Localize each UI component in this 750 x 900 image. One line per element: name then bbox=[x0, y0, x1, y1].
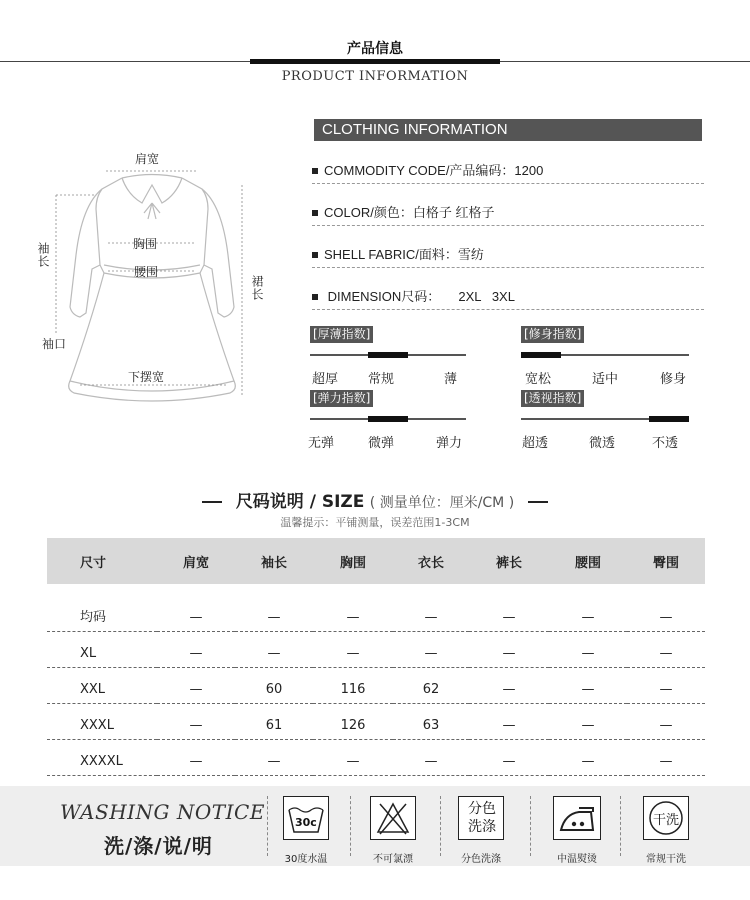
waist-label: 腰围 bbox=[134, 265, 159, 279]
value-cell: 63 bbox=[393, 703, 469, 739]
value-cell: — bbox=[393, 631, 469, 667]
washing-divider bbox=[440, 796, 441, 856]
index-marker bbox=[521, 352, 561, 358]
fit-index bbox=[521, 326, 687, 396]
value-cell: — bbox=[157, 703, 235, 739]
info-row-fabric bbox=[312, 246, 704, 268]
size-cell: XXXXL bbox=[47, 739, 157, 775]
size-cell: XXXL bbox=[47, 703, 157, 739]
elasticity-index bbox=[310, 390, 470, 460]
value-cell: — bbox=[235, 739, 313, 775]
info-row-dimension bbox=[312, 288, 704, 310]
value-cell: — bbox=[627, 584, 705, 631]
washing-divider bbox=[530, 796, 531, 856]
dry-clean-icon bbox=[643, 796, 689, 840]
value-cell: — bbox=[549, 703, 627, 739]
header-cell: 尺寸 bbox=[47, 538, 157, 584]
info-text-fabric: SHELL FABRIC/面料：雪纺 bbox=[324, 247, 484, 262]
info-text-dimension: DIMENSION尺码： 2XL 3XL bbox=[324, 289, 515, 304]
index-label-low: 超透 bbox=[522, 436, 549, 451]
size-cell: XL bbox=[47, 631, 157, 667]
value-cell: — bbox=[627, 739, 705, 775]
value-cell: 62 bbox=[393, 667, 469, 703]
value-cell: — bbox=[313, 584, 393, 631]
value-cell: — bbox=[627, 667, 705, 703]
index-tag: [修身指数] bbox=[521, 326, 584, 343]
separate-wash-text: 分色洗涤 bbox=[468, 801, 496, 835]
table-row bbox=[47, 631, 705, 667]
separate-wash-label: 分色洗涤 bbox=[461, 854, 501, 865]
value-cell: — bbox=[469, 631, 549, 667]
bullet-icon bbox=[312, 168, 318, 174]
value-cell: — bbox=[235, 584, 313, 631]
table-row bbox=[47, 703, 705, 739]
value-cell: — bbox=[627, 703, 705, 739]
index-marker bbox=[368, 352, 408, 358]
bullet-icon bbox=[312, 294, 318, 300]
bullet-icon bbox=[312, 252, 318, 258]
no-bleach-label: 不可氯漂 bbox=[373, 854, 413, 865]
index-label-low: 超厚 bbox=[312, 372, 339, 387]
shoulder-label: 肩宽 bbox=[135, 152, 160, 166]
index-tag: [弹力指数] bbox=[310, 390, 373, 407]
size-cell: 均码 bbox=[47, 584, 157, 631]
title-dash bbox=[202, 501, 222, 503]
cuff-label: 袖口 bbox=[42, 337, 67, 351]
index-label-high: 修身 bbox=[660, 372, 687, 387]
iron-medium-icon bbox=[553, 796, 601, 840]
value-cell: — bbox=[549, 667, 627, 703]
skirt-length-label: 裙长 bbox=[250, 275, 264, 301]
washing-divider bbox=[620, 796, 621, 856]
header-cell: 腰围 bbox=[549, 538, 627, 584]
index-marker bbox=[649, 416, 689, 422]
header-cell: 胸围 bbox=[313, 538, 393, 584]
header-cell: 肩宽 bbox=[157, 538, 235, 584]
index-label-high: 薄 bbox=[444, 372, 458, 387]
wash-temp-text: 30c bbox=[295, 816, 317, 829]
size-table bbox=[47, 538, 705, 776]
wash-30-icon bbox=[283, 796, 329, 840]
value-cell: — bbox=[157, 631, 235, 667]
washing-title-cn: 洗/涤/说/明 bbox=[104, 834, 213, 858]
title-dash bbox=[528, 501, 548, 503]
info-text-color: COLOR/颜色：白格子 红格子 bbox=[324, 205, 495, 220]
header-cell: 衣长 bbox=[393, 538, 469, 584]
index-label-mid: 常规 bbox=[368, 372, 395, 387]
index-tag: [厚薄指数] bbox=[310, 326, 373, 343]
value-cell: 60 bbox=[235, 667, 313, 703]
value-cell: — bbox=[157, 667, 235, 703]
table-row bbox=[47, 584, 705, 631]
value-cell: — bbox=[157, 584, 235, 631]
value-cell: — bbox=[469, 667, 549, 703]
hem-label: 下摆宽 bbox=[128, 370, 165, 384]
header-cell: 裤长 bbox=[469, 538, 549, 584]
index-tag: [透视指数] bbox=[521, 390, 584, 407]
chest-label: 胸围 bbox=[133, 237, 158, 251]
washing-divider bbox=[267, 796, 268, 856]
iron-medium-label: 中温熨烫 bbox=[557, 854, 597, 865]
index-marker bbox=[368, 416, 408, 422]
sleeve-length-label: 袖长 bbox=[36, 242, 50, 268]
size-table-header bbox=[47, 538, 705, 584]
value-cell: — bbox=[393, 739, 469, 775]
value-cell: — bbox=[235, 631, 313, 667]
size-title-unit: ( 测量单位：厘米/CM ) bbox=[369, 495, 515, 511]
bullet-icon bbox=[312, 210, 318, 216]
wash-30-label: 30度水温 bbox=[284, 854, 328, 865]
value-cell: — bbox=[469, 739, 549, 775]
index-label-mid: 微透 bbox=[589, 436, 616, 451]
index-label-mid: 适中 bbox=[592, 372, 619, 387]
value-cell: 116 bbox=[313, 667, 393, 703]
size-title bbox=[0, 487, 750, 512]
info-text-code: COMMODITY CODE/产品编码：1200 bbox=[324, 163, 544, 178]
index-label-mid: 微弹 bbox=[368, 436, 395, 451]
washing-notice bbox=[0, 786, 750, 866]
size-title-lead: 尺码说明 / SIZE bbox=[235, 492, 365, 512]
page-subtitle: PRODUCT INFORMATION bbox=[281, 69, 469, 84]
value-cell: — bbox=[549, 584, 627, 631]
dry-clean-label: 常规干洗 bbox=[646, 854, 686, 865]
separate-wash-icon bbox=[458, 796, 504, 840]
table-row bbox=[47, 667, 705, 703]
value-cell: — bbox=[313, 631, 393, 667]
value-cell: — bbox=[549, 739, 627, 775]
value-cell: — bbox=[393, 584, 469, 631]
washing-divider bbox=[350, 796, 351, 856]
header-cell: 臀围 bbox=[627, 538, 705, 584]
thickness-index bbox=[310, 326, 470, 396]
value-cell: — bbox=[549, 631, 627, 667]
value-cell: 126 bbox=[313, 703, 393, 739]
index-label-high: 弹力 bbox=[436, 436, 463, 451]
page-title: 产品信息 bbox=[347, 41, 403, 57]
value-cell: — bbox=[469, 703, 549, 739]
transparency-index bbox=[521, 390, 681, 460]
info-row-code bbox=[312, 162, 704, 184]
value-cell: — bbox=[627, 631, 705, 667]
value-cell: — bbox=[469, 584, 549, 631]
index-label-low: 宽松 bbox=[525, 372, 552, 387]
no-bleach-icon bbox=[370, 796, 416, 840]
dress-diagram bbox=[30, 145, 280, 420]
dry-clean-text: 干洗 bbox=[652, 813, 679, 828]
size-tip: 温馨提示：平铺测量，误差范围1-3CM bbox=[280, 516, 470, 529]
index-label-low: 无弹 bbox=[308, 436, 335, 451]
value-cell: — bbox=[157, 739, 235, 775]
value-cell: — bbox=[313, 739, 393, 775]
index-label-high: 不透 bbox=[652, 436, 679, 451]
info-row-color bbox=[312, 204, 704, 226]
washing-title-en: WASHING NOTICE bbox=[60, 800, 265, 824]
header-accent-bar bbox=[250, 59, 500, 64]
header-cell: 袖长 bbox=[235, 538, 313, 584]
size-cell: XXL bbox=[47, 667, 157, 703]
table-row bbox=[47, 739, 705, 775]
clothing-info-title: CLOTHING INFORMATION bbox=[314, 119, 702, 141]
value-cell: 61 bbox=[235, 703, 313, 739]
